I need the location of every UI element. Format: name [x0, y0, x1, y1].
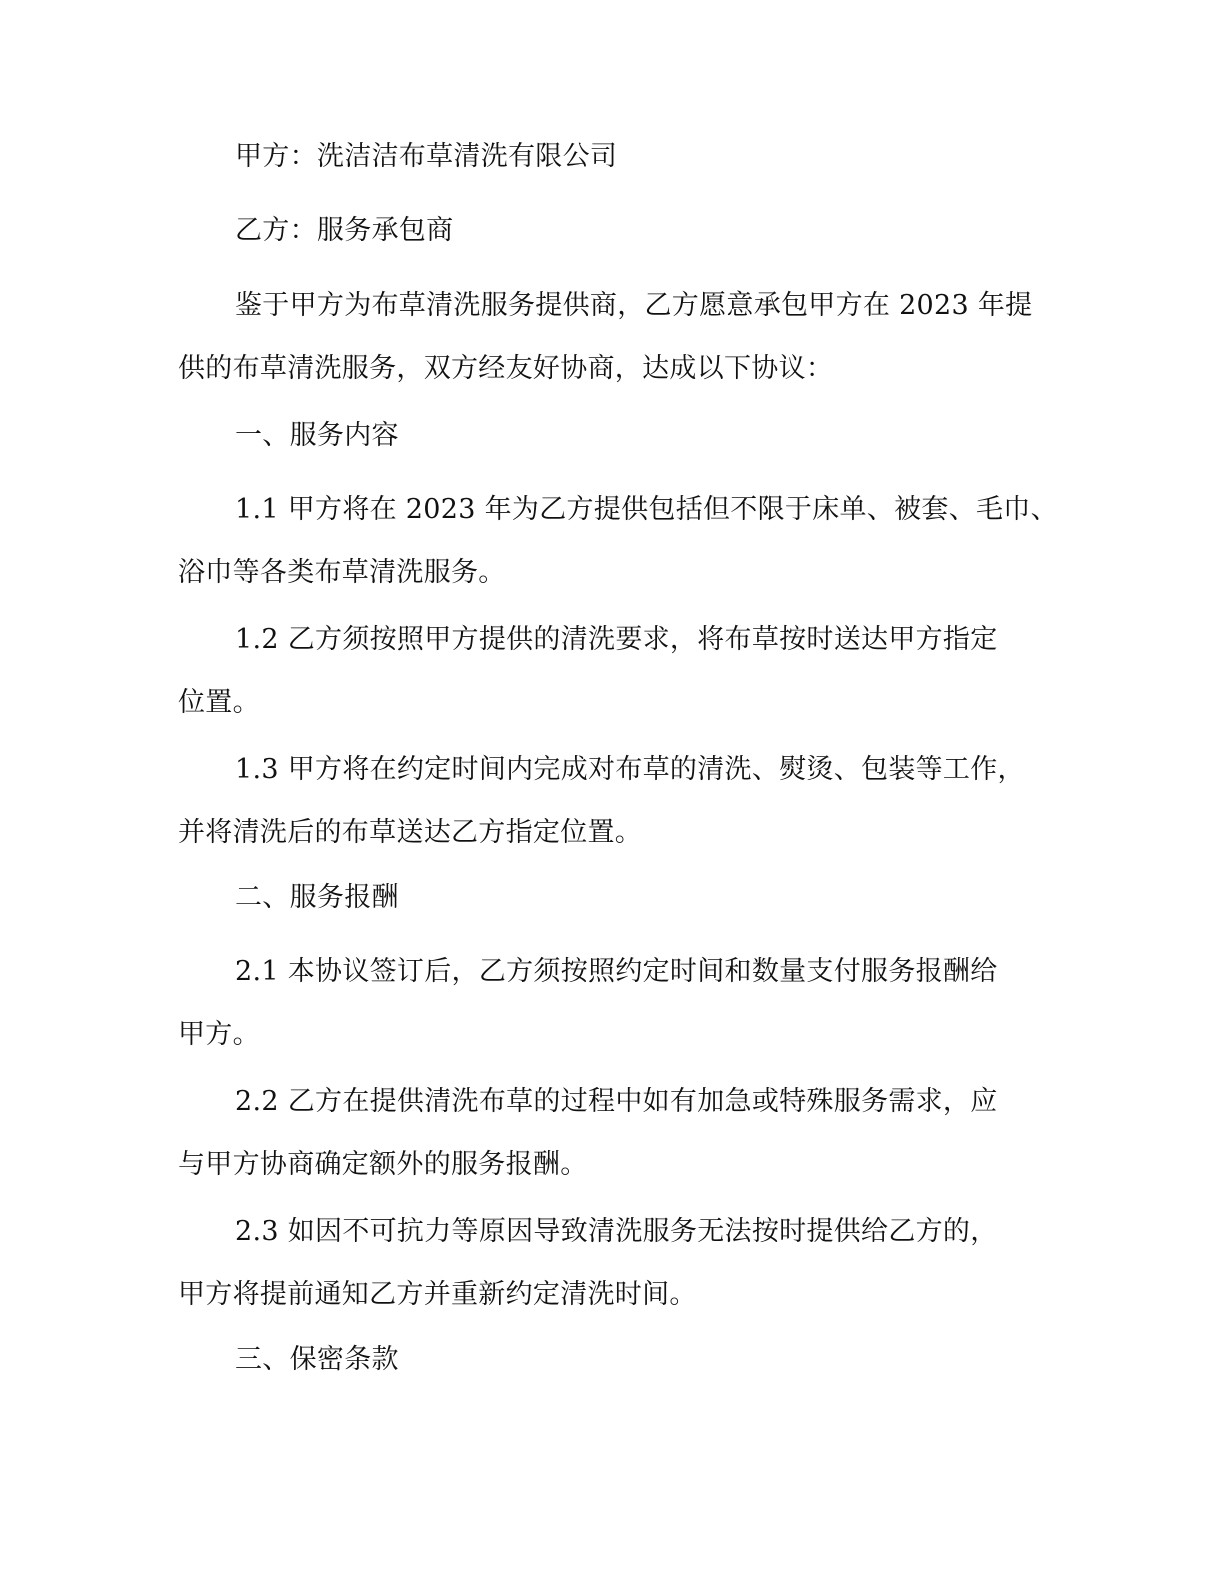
clause-2-2: [178, 1088, 1058, 1178]
party-b-line: [178, 217, 1058, 244]
clause-2-1: [178, 958, 1058, 1048]
clause-2-3-line-1: 2.3 如因不可抗力等原因导致清洗服务无法按时提供给乙方的，: [235, 1216, 998, 1247]
clause-2-3: [178, 1218, 1058, 1308]
party-a-text: 甲方：洗洁洁布草清洗有限公司: [235, 141, 618, 172]
clause-1-3: [178, 756, 1058, 846]
section-1-heading: [178, 422, 1058, 449]
clause-1-1-line-1: 1.1 甲方将在 2023 年为乙方提供包括但不限于床单、被套、毛巾、: [235, 494, 1058, 525]
preamble-paragraph: [178, 292, 1058, 382]
preamble-line-1: 鉴于甲方为布草清洗服务提供商，乙方愿意承包甲方在 2023 年提: [235, 290, 1033, 321]
section-1-heading-text: 一、服务内容: [235, 420, 399, 451]
clause-2-2-line-1: 2.2 乙方在提供清洗布草的过程中如有加急或特殊服务需求，应: [235, 1086, 998, 1117]
clause-1-3-line-1: 1.3 甲方将在约定时间内完成对布草的清洗、熨烫、包装等工作，: [235, 754, 1025, 785]
clause-1-1-line-2: 浴巾等各类布草清洗服务。: [178, 557, 506, 588]
clause-2-3-line-2: 甲方将提前通知乙方并重新约定清洗时间。: [178, 1279, 697, 1310]
clause-1-3-line-2: 并将清洗后的布草送达乙方指定位置。: [178, 817, 643, 848]
clause-1-2-line-2: 位置。: [178, 687, 260, 718]
clause-2-2-line-2: 与甲方协商确定额外的服务报酬。: [178, 1149, 588, 1180]
section-3-heading: [178, 1346, 1058, 1373]
section-3-heading-text: 三、保密条款: [235, 1344, 399, 1375]
clause-1-2: [178, 626, 1058, 716]
clause-2-1-line-2: 甲方。: [178, 1019, 260, 1050]
section-2-heading-text: 二、服务报酬: [235, 882, 399, 913]
party-b-text: 乙方：服务承包商: [235, 215, 454, 246]
clause-1-1: [178, 496, 1058, 586]
clause-2-1-line-1: 2.1 本协议签订后，乙方须按照约定时间和数量支付服务报酬给: [235, 956, 998, 987]
party-a-line: [178, 143, 1058, 170]
section-2-heading: [178, 884, 1058, 911]
clause-1-2-line-1: 1.2 乙方须按照甲方提供的清洗要求，将布草按时送达甲方指定: [235, 624, 998, 655]
preamble-line-2: 供的布草清洗服务，双方经友好协商，达成以下协议：: [178, 353, 834, 384]
